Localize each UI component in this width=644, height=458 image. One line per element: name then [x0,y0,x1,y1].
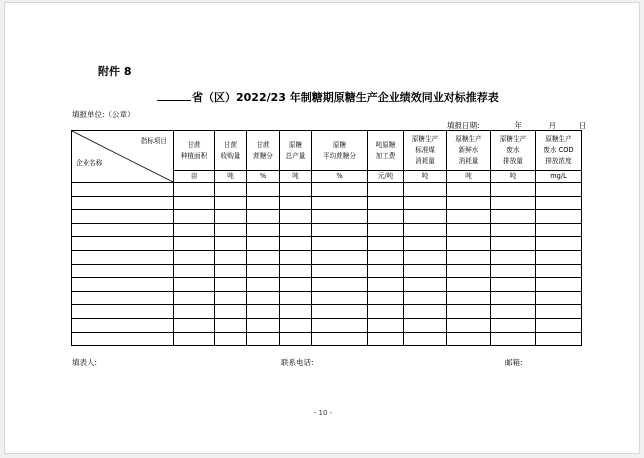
company-name-cell[interactable] [72,318,174,332]
column-header: 原糖生产 新鲜水 消耗量 [447,131,491,171]
company-name-cell[interactable] [72,210,174,224]
column-header: 原糖 平均蔗糖分 [312,131,368,171]
value-cell[interactable] [491,318,536,332]
value-cell[interactable] [312,210,368,224]
table-row [72,210,582,224]
company-name-cell[interactable] [72,183,174,197]
value-cell[interactable] [247,291,280,305]
value-cell[interactable] [215,291,247,305]
value-cell[interactable] [174,237,215,251]
value-cell[interactable] [280,250,312,264]
value-cell[interactable] [447,278,491,292]
value-cell[interactable] [368,305,404,319]
email-label: 邮箱: [505,358,523,367]
value-cell[interactable] [312,223,368,237]
province-blank [157,90,191,101]
company-name-cell[interactable] [72,223,174,237]
column-header: 甘蔗 种植面积 [174,131,215,171]
value-cell[interactable] [280,183,312,197]
phone-label: 联系电话: [281,358,314,367]
column-header: 原糖生产 标准煤 消耗量 [404,131,447,171]
value-cell[interactable] [174,196,215,210]
value-cell[interactable] [368,183,404,197]
value-cell[interactable] [447,223,491,237]
column-unit: 吨 [491,171,536,183]
value-cell[interactable] [536,250,582,264]
value-cell[interactable] [447,291,491,305]
value-cell[interactable] [536,278,582,292]
attachment-label: 附件 8 [98,65,132,78]
column-header: 原糖生产 废水 排放量 [491,131,536,171]
value-cell[interactable] [447,250,491,264]
table-row [72,318,582,332]
value-cell[interactable] [368,223,404,237]
table-row [72,332,582,346]
value-cell[interactable] [447,183,491,197]
column-header: 吨原糖 加工费 [368,131,404,171]
company-name-cell[interactable] [72,291,174,305]
value-cell[interactable] [491,210,536,224]
value-cell[interactable] [404,278,447,292]
value-cell[interactable] [536,264,582,278]
column-unit: 吨 [404,171,447,183]
table-row [72,183,582,197]
value-cell[interactable] [280,237,312,251]
value-cell[interactable] [247,278,280,292]
value-cell[interactable] [447,196,491,210]
value-cell[interactable] [312,332,368,346]
value-cell[interactable] [215,264,247,278]
value-cell[interactable] [368,318,404,332]
value-cell[interactable] [280,264,312,278]
value-cell[interactable] [174,291,215,305]
document-page [4,2,640,454]
company-name-cell[interactable] [72,264,174,278]
value-cell[interactable] [312,291,368,305]
fill-date-day: 日 [578,121,587,130]
value-cell[interactable] [404,291,447,305]
value-cell[interactable] [536,210,582,224]
corner-company-label: 企业名称 [76,159,103,167]
value-cell[interactable] [491,332,536,346]
column-header: 原糖生产 废水 COD 排放浓度 [536,131,582,171]
value-cell[interactable] [312,318,368,332]
company-name-cell[interactable] [72,237,174,251]
recommendation-table [71,130,582,346]
value-cell[interactable] [312,183,368,197]
value-cell[interactable] [280,210,312,224]
value-cell[interactable] [491,183,536,197]
filler-label: 填表人: [72,358,98,367]
value-cell[interactable] [368,210,404,224]
value-cell[interactable] [368,250,404,264]
value-cell[interactable] [368,237,404,251]
value-cell[interactable] [247,318,280,332]
value-cell[interactable] [280,223,312,237]
value-cell[interactable] [491,223,536,237]
value-cell[interactable] [247,305,280,319]
value-cell[interactable] [536,237,582,251]
value-cell[interactable] [447,237,491,251]
value-cell[interactable] [368,264,404,278]
table-row [72,291,582,305]
value-cell[interactable] [536,223,582,237]
value-cell[interactable] [247,237,280,251]
value-cell[interactable] [174,250,215,264]
value-cell[interactable] [447,210,491,224]
value-cell[interactable] [312,196,368,210]
column-unit: mg/L [536,171,582,183]
fill-date-year: 年 [514,121,522,130]
value-cell[interactable] [247,332,280,346]
value-cell[interactable] [404,196,447,210]
value-cell[interactable] [404,237,447,251]
value-cell[interactable] [404,305,447,319]
value-cell[interactable] [312,237,368,251]
value-cell[interactable] [447,318,491,332]
value-cell[interactable] [280,318,312,332]
corner-indicator-label: 指标项目 [140,137,167,145]
value-cell[interactable] [215,223,247,237]
value-cell[interactable] [247,183,280,197]
value-cell[interactable] [368,278,404,292]
value-cell[interactable] [491,291,536,305]
value-cell[interactable] [247,196,280,210]
column-unit: 元/吨 [368,171,404,183]
company-name-cell[interactable] [72,332,174,346]
company-name-cell[interactable] [72,305,174,319]
value-cell[interactable] [280,332,312,346]
value-cell[interactable] [215,196,247,210]
value-cell[interactable] [404,332,447,346]
title-row [157,89,499,105]
value-cell[interactable] [280,305,312,319]
column-unit: 吨 [447,171,491,183]
value-cell[interactable] [174,223,215,237]
column-unit: 吨 [280,171,312,183]
company-name-cell[interactable] [72,196,174,210]
value-cell[interactable] [491,196,536,210]
value-cell[interactable] [536,305,582,319]
fill-date-label: 填报日期: [447,121,480,130]
value-cell[interactable] [174,332,215,346]
value-cell[interactable] [404,223,447,237]
value-cell[interactable] [280,291,312,305]
value-cell[interactable] [491,305,536,319]
company-name-cell[interactable] [72,278,174,292]
value-cell[interactable] [174,305,215,319]
value-cell[interactable] [404,210,447,224]
table-row [72,223,582,237]
value-cell[interactable] [215,237,247,251]
value-cell[interactable] [536,291,582,305]
company-name-cell[interactable] [72,250,174,264]
fill-unit-label: 填报单位:（公章） [72,110,135,119]
value-cell[interactable] [447,332,491,346]
value-cell[interactable] [536,318,582,332]
value-cell[interactable] [368,196,404,210]
table-row [72,264,582,278]
value-cell[interactable] [174,278,215,292]
value-cell[interactable] [368,291,404,305]
value-cell[interactable] [491,278,536,292]
value-cell[interactable] [536,183,582,197]
value-cell[interactable] [215,332,247,346]
value-cell[interactable] [174,264,215,278]
value-cell[interactable] [312,264,368,278]
value-cell[interactable] [491,264,536,278]
value-cell[interactable] [312,278,368,292]
value-cell[interactable] [215,318,247,332]
page-number: - 10 - [313,409,333,417]
value-cell[interactable] [404,250,447,264]
column-unit: % [312,171,368,183]
value-cell[interactable] [447,305,491,319]
column-unit: 亩 [174,171,215,183]
column-unit: 吨 [215,171,247,183]
value-cell[interactable] [404,318,447,332]
value-cell[interactable] [247,250,280,264]
value-cell[interactable] [536,196,582,210]
table-row [72,278,582,292]
column-header: 甘蔗 蔗糖分 [247,131,280,171]
value-cell[interactable] [215,210,247,224]
value-cell[interactable] [280,278,312,292]
table-row [72,305,582,319]
value-cell[interactable] [368,332,404,346]
value-cell[interactable] [404,183,447,197]
value-cell[interactable] [491,250,536,264]
value-cell[interactable] [215,278,247,292]
value-cell[interactable] [247,210,280,224]
value-cell[interactable] [174,183,215,197]
value-cell[interactable] [174,210,215,224]
value-cell[interactable] [215,305,247,319]
column-header: 甘蔗 收购量 [215,131,247,171]
value-cell[interactable] [312,250,368,264]
corner-header-cell [72,131,174,183]
value-cell[interactable] [215,250,247,264]
value-cell[interactable] [247,264,280,278]
table-row [72,250,582,264]
value-cell[interactable] [491,237,536,251]
column-unit: % [247,171,280,183]
page-title: 省（区）2022/23 年制糖期原糖生产企业绩效同业对标推荐表 [192,91,499,104]
column-header: 原糖 总产量 [280,131,312,171]
table-row [72,237,582,251]
value-cell[interactable] [447,264,491,278]
value-cell[interactable] [536,332,582,346]
value-cell[interactable] [312,305,368,319]
value-cell[interactable] [215,183,247,197]
value-cell[interactable] [404,264,447,278]
value-cell[interactable] [280,196,312,210]
fill-date-month: 月 [548,121,557,130]
value-cell[interactable] [174,318,215,332]
value-cell[interactable] [247,223,280,237]
table-row [72,196,582,210]
